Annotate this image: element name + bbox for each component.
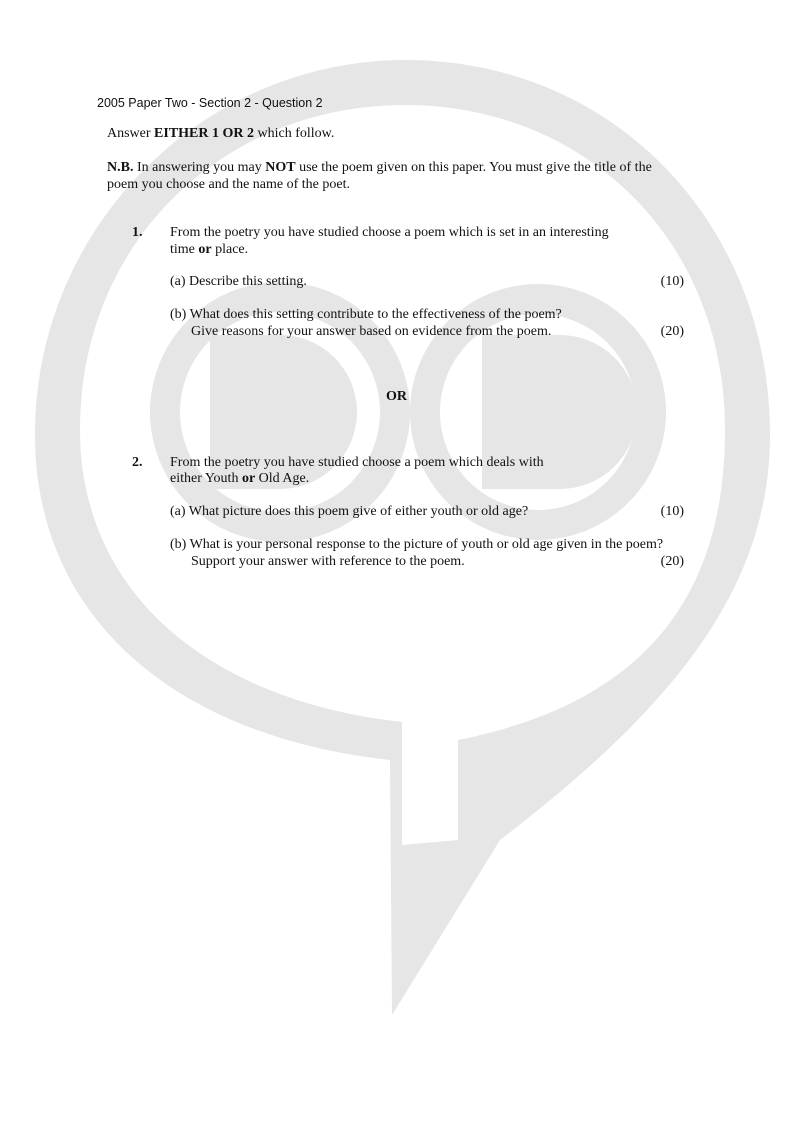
answer-instruction: Answer EITHER 1 OR 2 which follow.	[107, 126, 335, 141]
nb-instruction-cont: poem you choose and the name of the poet.	[107, 177, 350, 192]
question-2b: (b) What is your personal response to the picture of youth or old age given in the poem?	[170, 537, 664, 552]
question-1a: (a) Describe this setting.	[170, 274, 307, 289]
question-2a-marks: (10)	[660, 504, 684, 519]
question-1-stem-cont: time or place.	[170, 242, 249, 257]
or-separator: OR	[386, 389, 407, 404]
question-2a: (a) What picture does this poem give of either youth or old age?	[170, 504, 529, 519]
question-2-number: 2.	[132, 455, 143, 470]
question-2-stem: From the poetry you have studied choose a poem which deals with	[170, 455, 544, 470]
page-header: 2005 Paper Two - Section 2 - Question 2	[97, 96, 323, 110]
question-1-number: 1.	[132, 225, 143, 240]
question-2b-marks: (20)	[660, 554, 684, 569]
question-2-stem-cont: either Youth or Old Age.	[170, 471, 310, 486]
question-1a-marks: (10)	[660, 274, 684, 289]
question-1b-cont: Give reasons for your answer based on evidence from the poem.	[191, 324, 552, 339]
question-1b-marks: (20)	[660, 324, 684, 339]
nb-instruction: N.B. In answering you may NOT use the poem given on this paper. You must give the title of the	[107, 160, 652, 175]
question-1b: (b) What does this setting contribute to the effectiveness of the poem?	[170, 307, 562, 322]
question-1-stem: From the poetry you have studied choose a poem which is set in an interesting	[170, 225, 609, 240]
question-2b-cont: Support your answer with reference to the poem.	[191, 554, 465, 569]
